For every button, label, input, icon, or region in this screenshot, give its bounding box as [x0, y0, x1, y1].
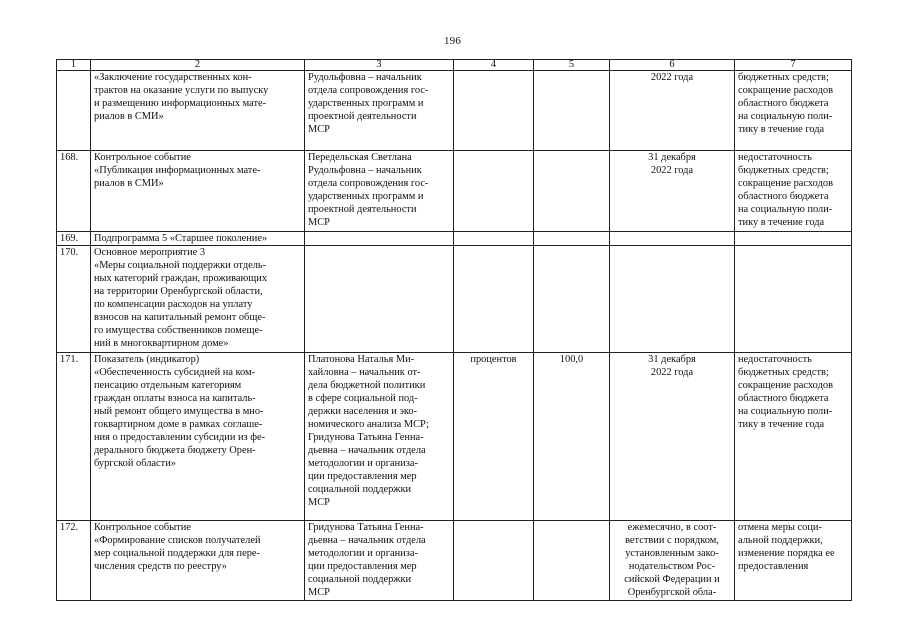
value-cell: 100,0 — [534, 353, 610, 521]
unit-cell — [454, 71, 534, 151]
risk-cell: недостаточность бюджетных средств; сокращение расходов областного бюджета на социальную поли- тику в течение года — [735, 151, 852, 232]
deadline-cell — [610, 232, 735, 246]
responsible-person — [305, 232, 454, 246]
event-description: Основное мероприятие 3 «Меры социальной поддержки отдель- ных категорий граждан, проживающих на территории Оренбургской области, по компенсации расходов на уплату взносов на капитальный ремонт обще- го имущества собственников помеще- ний в многоквартирном доме» — [91, 246, 305, 353]
indicator-description: Показатель (индикатор) «Обеспеченность субсидией на ком- пенсацию отдельным категориям граждан оплаты взноса на капиталь- ный ремонт общего имущества в мно- гоквартирном доме в рамках соглаше- ния о предоставлении субсидии из фе- дерального бюджета бюджету Орен- бургской области» — [91, 353, 305, 521]
column-number-2: 2 — [91, 60, 305, 71]
event-description: «Заключение государственных кон- трактов на оказание услуги по выпуску и размещению информационных мате- риалов в СМИ» — [91, 71, 305, 151]
table-row — [57, 232, 852, 246]
event-description: Контрольное событие «Формирование списков получателей мер социальной поддержки для пере- числения средств по реестру» — [91, 521, 305, 601]
row-number: 172. — [57, 521, 91, 601]
deadline-cell: ежемесячно, в соот- ветствии с порядком, установленным зако- нодательством Рос- сийской Федерации и Оренбургской обла- — [610, 521, 735, 601]
column-number-4: 4 — [454, 60, 534, 71]
event-description: Контрольное событие «Публикация информационных мате- риалов в СМИ» — [91, 151, 305, 232]
deadline-cell: 31 декабря 2022 года — [610, 151, 735, 232]
row-number: 170. — [57, 246, 91, 353]
column-number-6: 6 — [610, 60, 735, 71]
row-number: 168. — [57, 151, 91, 232]
responsible-person: Передельская Светлана Рудольфовна – начальник отдела сопровождения гос- ударственных программ и проектной деятельности МСР — [305, 151, 454, 232]
unit-cell — [454, 246, 534, 353]
table-row — [57, 521, 852, 601]
page-number: 196 — [443, 35, 462, 47]
value-cell — [534, 521, 610, 601]
responsible-person: Гридунова Татьяна Генна- дьевна – начальник отдела методологии и организа- ции предоставления мер социальной поддержки МСР — [305, 521, 454, 601]
deadline-cell: 31 декабря 2022 года — [610, 353, 735, 521]
risk-cell — [735, 246, 852, 353]
risk-cell: отмена меры соци- альной поддержки, изменение порядка ее предоставления — [735, 521, 852, 601]
value-cell — [534, 71, 610, 151]
row-number: 169. — [57, 232, 91, 246]
table-row — [57, 71, 852, 151]
unit-cell — [454, 521, 534, 601]
document-table — [56, 59, 852, 601]
value-cell — [534, 151, 610, 232]
risk-cell: недостаточность бюджетных средств; сокращение расходов областного бюджета на социальную поли- тику в течение года — [735, 353, 852, 521]
column-number-7: 7 — [735, 60, 852, 71]
deadline-cell — [610, 246, 735, 353]
column-number-1: 1 — [57, 60, 91, 71]
column-number-3: 3 — [305, 60, 454, 71]
table-row — [57, 353, 852, 521]
row-number — [57, 71, 91, 151]
responsible-person: Рудольфовна – начальник отдела сопровождения гос- ударственных программ и проектной деятельности МСР — [305, 71, 454, 151]
risk-cell: бюджетных средств; сокращение расходов областного бюджета на социальную поли- тику в течение года — [735, 71, 852, 151]
unit-cell — [454, 151, 534, 232]
table-header-row — [57, 60, 852, 71]
unit-cell — [454, 232, 534, 246]
value-cell — [534, 232, 610, 246]
risk-cell — [735, 232, 852, 246]
deadline-cell: 2022 года — [610, 71, 735, 151]
unit-cell: процентов — [454, 353, 534, 521]
value-cell — [534, 246, 610, 353]
subprogram-title: Подпрограмма 5 «Старшее поколение» — [91, 232, 305, 246]
table-row — [57, 151, 852, 232]
column-number-5: 5 — [534, 60, 610, 71]
table-row — [57, 246, 852, 353]
responsible-person — [305, 246, 454, 353]
responsible-person: Платонова Наталья Ми- хайловна – начальник от- дела бюджетной политики в сфере социальной под- держки населения и эко- номического анализа МСР; Гридунова Татьяна Генна- дьевна – начальник отдела методологии и организа- ции предоставления мер социальной поддержки МСР — [305, 353, 454, 521]
row-number: 171. — [57, 353, 91, 521]
